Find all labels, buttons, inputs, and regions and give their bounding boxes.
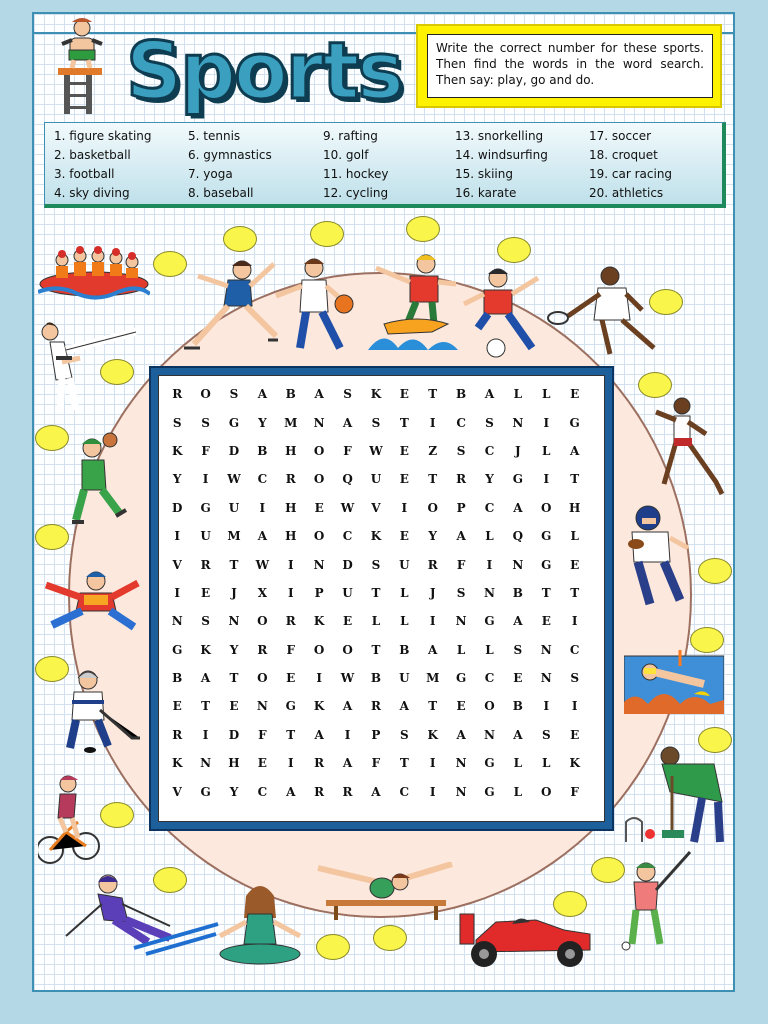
gymnast-icon [316,862,456,922]
grid-letter[interactable]: M [284,415,298,430]
grid-letter[interactable]: I [287,557,294,572]
grid-letter[interactable]: H [568,500,581,515]
grid-letter[interactable]: G [569,415,580,430]
grid-letter[interactable]: F [371,756,381,771]
grid-letter[interactable]: P [456,500,466,515]
grid-letter[interactable]: H [285,443,297,458]
grid-letter[interactable]: B [512,699,523,714]
grid-letter[interactable]: R [456,472,467,487]
letter-grid [163,380,589,806]
grid-letter[interactable]: O [484,699,495,714]
grid-letter[interactable]: N [256,699,268,714]
grid-letter[interactable]: N [228,614,240,629]
grid-letter[interactable]: U [399,557,410,572]
grid-letter[interactable]: L [400,585,409,600]
grid-letter[interactable]: D [342,557,353,572]
grid-letter[interactable]: G [285,699,296,714]
grid-letter[interactable]: N [540,642,552,657]
snorkeller-icon [624,650,724,714]
grid-letter[interactable]: O [257,671,268,686]
yoga-icon [210,878,310,970]
grid-letter[interactable]: A [513,614,523,629]
grid-letter[interactable]: X [257,585,268,600]
grid-letter[interactable]: Y [229,642,239,657]
grid-letter[interactable]: R [342,784,353,799]
grid-letter[interactable]: O [342,642,353,657]
grid-letter[interactable]: B [512,585,523,600]
grid-letter[interactable]: B [172,671,183,686]
grid-letter[interactable]: I [316,671,322,686]
grid-letter[interactable]: K [171,443,183,458]
grid-letter[interactable]: N [512,415,524,430]
grid-letter[interactable]: I [543,415,550,430]
grid-letter[interactable]: N [455,756,467,771]
word-item: 19. car racing [589,167,673,181]
grid-letter[interactable]: F [286,642,296,657]
grid-letter[interactable]: B [285,387,296,402]
grid-letter[interactable]: U [228,500,240,515]
grid-letter[interactable]: O [541,500,552,515]
grid-letter[interactable]: F [570,784,579,799]
grid-letter[interactable]: W [369,443,383,458]
grid-letter[interactable]: K [427,727,438,742]
tennis-player-icon [546,264,664,360]
word-item: 7. yoga [188,167,233,181]
football-player-icon [620,500,700,612]
grid-letter[interactable]: L [513,756,523,771]
grid-letter[interactable]: S [456,585,466,600]
grid-letter[interactable]: T [399,756,409,771]
grid-letter[interactable]: E [257,756,267,771]
grid-letter[interactable]: I [543,699,550,714]
grid-letter[interactable]: L [542,443,551,458]
grid-letter[interactable]: J [515,443,521,458]
grid-letter[interactable]: M [426,671,440,686]
grid-letter[interactable]: L [513,387,523,402]
grid-letter[interactable]: S [172,415,182,430]
answer-ball[interactable] [223,226,257,252]
grid-letter[interactable]: L [570,529,579,544]
grid-letter[interactable]: N [484,585,495,600]
grid-letter[interactable]: I [429,415,436,430]
word-item: 14. windsurfing [455,148,548,162]
grid-letter[interactable]: B [456,387,467,402]
grid-letter[interactable]: C [569,642,580,657]
grid-letter[interactable]: G [512,472,523,487]
answer-ball[interactable] [310,221,344,247]
grid-letter[interactable]: A [314,387,324,402]
cyclist-icon [38,772,100,868]
grid-letter[interactable]: E [456,699,466,714]
grid-letter[interactable]: C [342,529,353,544]
grid-letter[interactable]: A [286,784,296,799]
word-column-1 [54,127,152,203]
grid-letter[interactable]: E [570,387,580,402]
word-item: 4. sky diving [54,186,130,200]
grid-letter[interactable]: A [456,727,466,742]
grid-letter[interactable]: K [200,642,211,657]
grid-letter[interactable]: I [202,472,209,487]
word-item: 13. snorkelling [455,129,544,143]
instructions-box [416,24,722,108]
grid-letter[interactable]: R [427,557,438,572]
grid-letter[interactable]: O [313,529,325,544]
grid-letter[interactable]: I [429,614,436,629]
word-search-frame [149,366,614,831]
grid-letter[interactable]: S [399,727,409,742]
grid-letter[interactable]: Y [428,529,437,544]
grid-letter[interactable]: C [399,784,410,799]
grid-letter[interactable]: C [456,415,466,430]
grid-letter[interactable]: E [286,671,296,686]
grid-letter[interactable]: N [512,557,524,572]
grid-letter[interactable]: T [428,387,438,402]
grid-letter[interactable]: C [484,671,495,686]
grid-letter[interactable]: R [200,557,211,572]
grid-letter[interactable]: C [484,500,495,515]
grid-letter[interactable]: T [371,642,381,657]
grid-letter[interactable]: W [227,472,241,487]
grid-letter[interactable]: E [513,671,523,686]
grid-letter[interactable]: G [200,500,211,515]
word-item: 6. gymnastics [188,148,272,162]
answer-ball[interactable] [497,237,531,263]
grid-letter[interactable]: S [371,557,381,572]
grid-letter[interactable]: G [541,529,552,544]
grid-letter[interactable]: D [228,727,240,742]
grid-letter[interactable]: I [287,585,294,600]
grid-letter[interactable]: O [313,472,325,487]
word-item: 5. tennis [188,129,241,143]
word-list [44,122,726,208]
grid-letter[interactable]: T [570,585,580,600]
grid-letter[interactable]: G [455,671,467,686]
grid-letter[interactable]: A [342,756,353,771]
grid-letter[interactable]: I [571,614,578,629]
word-item: 20. athletics [589,186,664,200]
grid-letter[interactable]: B [257,443,268,458]
grid-letter[interactable]: F [456,557,466,572]
grid-letter[interactable]: A [342,415,353,430]
grid-letter[interactable]: T [541,585,551,600]
grid-letter[interactable]: F [201,443,210,458]
grid-letter[interactable]: R [314,756,325,771]
grid-letter[interactable]: A [342,699,353,714]
grid-letter[interactable]: I [429,784,436,799]
grid-letter[interactable]: N [313,557,325,572]
windsurfer-icon [368,250,458,358]
grid-letter[interactable]: I [259,500,266,515]
grid-letter[interactable]: S [570,671,579,686]
grid-letter[interactable]: A [513,727,523,742]
grid-letter[interactable]: H [228,756,240,771]
grid-letter[interactable]: E [570,557,580,572]
word-item: 2. basketball [54,148,131,162]
grid-letter[interactable]: F [343,443,352,458]
grid-letter[interactable]: B [370,671,381,686]
grid-letter[interactable]: L [485,529,494,544]
grid-letter[interactable]: L [542,756,551,771]
grid-letter[interactable]: A [200,671,211,686]
runner-icon [652,394,730,504]
grid-letter[interactable]: R [314,784,325,799]
grid-letter[interactable]: E [399,472,409,487]
grid-letter[interactable]: T [399,415,409,430]
word-item: 15. skiing [455,167,513,181]
figure-skater-icon [180,256,278,354]
grid-letter[interactable]: E [342,614,353,629]
grid-letter[interactable]: E [399,529,409,544]
grid-letter[interactable]: V [172,557,182,572]
grid-letter[interactable]: E [229,699,239,714]
grid-letter[interactable]: T [371,585,381,600]
grid-letter[interactable]: Y [229,784,239,799]
grid-letter[interactable]: R [172,727,183,742]
grid-letter[interactable]: I [571,699,578,714]
grid-letter[interactable]: I [344,727,351,742]
grid-letter[interactable]: T [428,472,438,487]
grid-letter[interactable]: B [399,642,410,657]
grid-letter[interactable]: O [427,500,438,515]
grid-letter[interactable]: Q [342,472,353,487]
hockey-player-icon [56,666,140,756]
grid-letter[interactable]: I [543,472,550,487]
grid-letter[interactable]: S [541,727,551,742]
grid-letter[interactable]: L [513,784,523,799]
basketball-player-icon [270,254,366,358]
grid-letter[interactable]: A [399,699,409,714]
grid-letter[interactable]: C [257,472,268,487]
word-column-2 [188,127,272,203]
answer-ball[interactable] [316,934,350,960]
grid-letter[interactable]: H [285,500,297,515]
word-item: 12. cycling [323,186,389,200]
grid-letter[interactable]: A [428,642,438,657]
answer-ball[interactable] [406,216,440,242]
grid-letter[interactable]: A [456,529,466,544]
grid-letter[interactable]: O [257,614,268,629]
grid-letter[interactable]: U [200,529,211,544]
grid-letter[interactable]: K [370,387,382,402]
grid-letter[interactable]: T [428,699,438,714]
grid-letter[interactable]: L [542,387,551,402]
baseball-player-icon [64,430,134,530]
grid-letter[interactable]: A [257,387,268,402]
grid-letter[interactable]: D [228,443,240,458]
grid-letter[interactable]: I [429,756,436,771]
croquet-icon [622,742,728,846]
grid-letter[interactable]: L [400,614,409,629]
grid-letter[interactable]: L [485,642,494,657]
karate-icon [36,318,140,418]
grid-letter[interactable]: I [287,756,294,771]
grid-letter[interactable]: E [314,500,324,515]
grid-letter[interactable]: O [313,443,325,458]
grid-letter[interactable]: E [399,387,409,402]
grid-letter[interactable]: S [371,415,381,430]
grid-letter[interactable]: G [484,784,495,799]
grid-letter[interactable]: R [285,472,296,487]
race-car-icon [456,900,596,970]
grid-letter[interactable]: K [171,756,183,771]
grid-letter[interactable]: G [228,415,240,430]
diver-on-board-icon [52,16,112,116]
grid-letter[interactable]: V [172,784,182,799]
grid-letter[interactable]: I [202,727,209,742]
word-item: 11. hockey [323,167,389,181]
word-column-3 [323,127,388,203]
grid-letter[interactable]: P [371,727,381,742]
grid-letter[interactable]: G [200,784,211,799]
grid-letter[interactable]: I [486,557,493,572]
grid-letter[interactable]: S [201,614,210,629]
grid-letter[interactable]: P [314,585,324,600]
grid-letter[interactable]: R [172,387,183,402]
word-item: 1. figure skating [54,129,152,143]
grid-letter[interactable]: U [399,671,410,686]
grid-letter[interactable]: J [429,585,436,600]
grid-letter[interactable]: O [541,784,552,799]
grid-letter[interactable]: C [257,784,268,799]
skier-icon [58,870,220,960]
grid-letter[interactable]: N [171,614,183,629]
sky-diver-icon [38,565,142,635]
grid-letter[interactable]: Z [428,443,438,458]
grid-letter[interactable]: S [343,387,352,402]
grid-letter[interactable]: R [285,614,296,629]
instructions-text: Write the correct number for these sports. Then find the words in the word search. Then say: play, go and do. [427,34,713,98]
word-item: 3. football [54,167,115,181]
grid-letter[interactable]: K [569,756,580,771]
grid-letter[interactable]: T [229,557,239,572]
grid-letter[interactable]: N [455,614,467,629]
grid-letter[interactable]: V [371,500,381,515]
grid-letter[interactable]: A [257,529,268,544]
grid-letter[interactable]: I [174,529,180,544]
grid-letter[interactable]: S [485,415,494,430]
grid-letter[interactable]: R [370,699,381,714]
grid-letter[interactable]: S [456,443,466,458]
grid-letter[interactable]: N [455,784,467,799]
grid-letter[interactable]: L [456,642,466,657]
grid-letter[interactable]: S [229,387,239,402]
grid-letter[interactable]: G [484,614,495,629]
grid-letter[interactable]: G [484,756,495,771]
grid-letter[interactable]: K [370,529,382,544]
grid-letter[interactable]: A [570,443,580,458]
grid-letter[interactable]: Q [512,529,524,544]
grid-letter[interactable]: A [371,784,381,799]
answer-ball[interactable] [373,925,407,951]
grid-letter[interactable]: N [484,727,495,742]
soccer-player-icon [462,264,550,360]
word-item: 8. baseball [188,186,254,200]
grid-letter[interactable]: E [541,614,551,629]
grid-letter[interactable]: E [201,585,211,600]
grid-letter[interactable]: G [172,642,183,657]
grid-letter[interactable]: O [313,642,325,657]
page-title: Sports [126,27,402,117]
grid-letter[interactable]: W [255,557,270,572]
grid-letter[interactable]: A [513,500,523,515]
grid-letter[interactable]: G [541,557,552,572]
grid-letter[interactable]: Y [485,472,494,487]
grid-letter[interactable]: U [342,585,353,600]
grid-letter[interactable]: F [258,727,267,742]
rafting-icon [38,240,150,300]
word-item: 10. golf [323,148,369,162]
grid-letter[interactable]: A [484,387,495,402]
grid-letter[interactable]: N [200,756,212,771]
grid-letter[interactable]: T [286,727,296,742]
golfer-icon [616,850,696,954]
grid-letter[interactable]: T [229,671,239,686]
grid-letter[interactable]: H [285,529,297,544]
grid-letter[interactable]: S [513,642,523,657]
grid-letter[interactable]: T [201,699,211,714]
grid-letter[interactable]: R [257,642,268,657]
grid-letter[interactable]: Y [258,415,267,430]
word-item: 9. rafting [323,129,378,143]
word-column-5 [589,127,672,203]
grid-letter[interactable]: M [227,529,241,544]
grid-letter[interactable]: I [174,585,180,600]
grid-letter[interactable]: W [340,500,355,515]
word-column-4 [455,127,548,203]
grid-letter[interactable]: E [172,699,182,714]
grid-letter[interactable]: J [231,585,237,600]
grid-letter[interactable]: T [570,472,580,487]
grid-letter[interactable]: W [340,671,355,686]
grid-letter[interactable]: N [540,671,552,686]
answer-ball[interactable] [100,802,134,828]
word-item: 17. soccer [589,129,652,143]
grid-letter[interactable]: O [200,387,211,402]
word-search-grid [158,375,605,822]
word-item: 18. croquet [589,148,658,162]
grid-letter[interactable]: A [314,727,324,742]
grid-letter[interactable]: U [370,472,382,487]
answer-ball[interactable] [698,558,732,584]
grid-letter[interactable]: K [313,614,325,629]
grid-letter[interactable]: S [201,415,210,430]
grid-letter[interactable]: Y [172,472,182,487]
grid-letter[interactable]: L [371,614,381,629]
grid-letter[interactable]: K [313,699,325,714]
grid-letter[interactable]: E [399,443,409,458]
word-item: 16. karate [455,186,517,200]
grid-letter[interactable]: D [171,500,183,515]
grid-letter[interactable]: E [570,727,580,742]
grid-letter[interactable]: I [401,500,408,515]
grid-letter[interactable]: C [484,443,495,458]
grid-letter[interactable]: N [313,415,325,430]
